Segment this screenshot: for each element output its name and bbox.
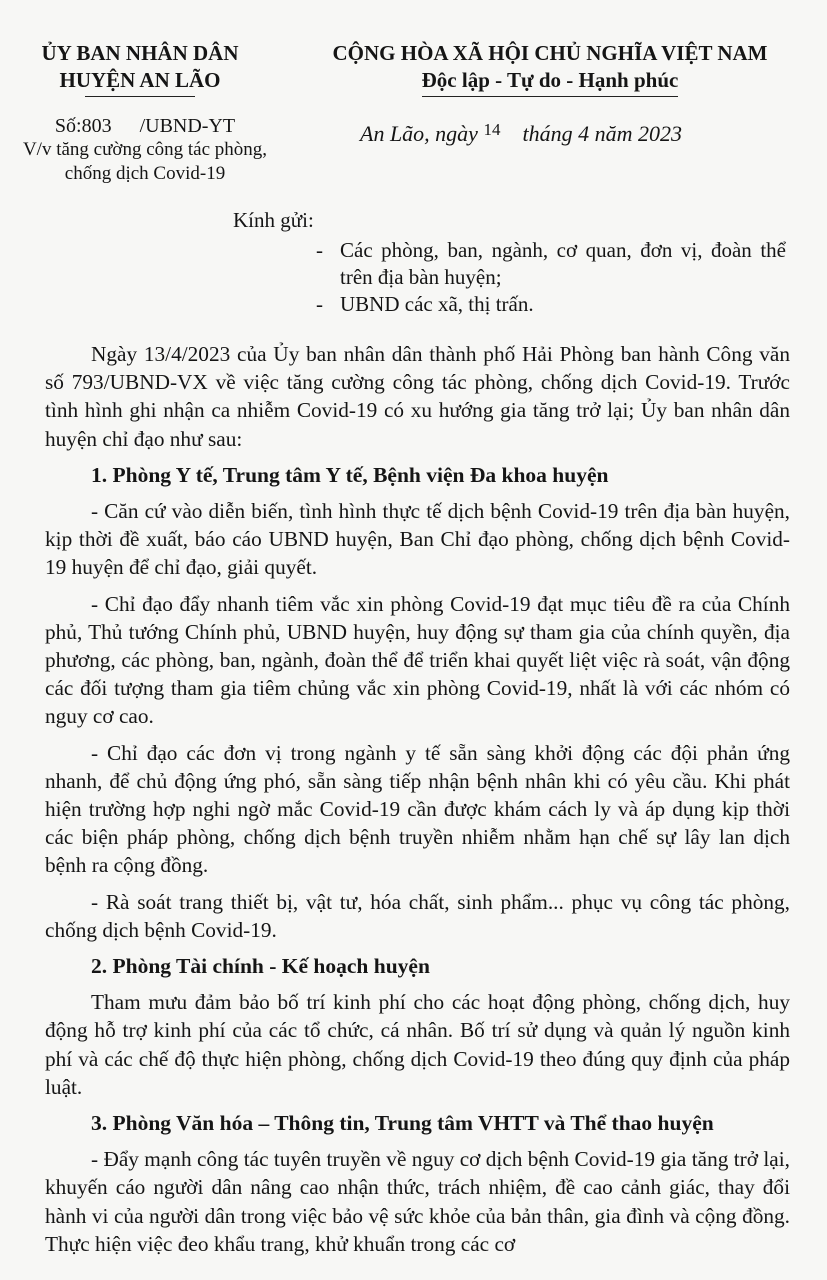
recipient-item: - UBND các xã, thị trấn.	[316, 292, 534, 316]
document-body	[45, 340, 790, 1266]
section-2-heading: 2. Phòng Tài chính - Kế hoạch huyện	[91, 954, 430, 979]
agency-line-2: HUYỆN AN LÃO	[59, 68, 221, 92]
subject-line-1: V/v tăng cường công tác phòng,	[22, 139, 268, 160]
agency-line-1: ỦY BAN NHÂN DÂN	[41, 41, 239, 65]
document-number-line	[0, 114, 290, 138]
section-2-paragraph: Tham mưu đảm bảo bố trí kinh phí cho các hoạt động phòng, chống dịch, huy động hỗ trợ kinh phí của các tổ chức, cá nhân. Bố trí sử dụng và quản lý nguồn kinh phí và các chế độ thực hiện phòng, chống dịch Covid-19 theo đúng quy định của pháp luật.	[45, 990, 790, 1099]
recipient-item: - Các phòng, ban, ngành, cơ quan, đơn vị, đoàn thể trên địa bàn huyện;	[316, 238, 786, 289]
national-title	[290, 40, 810, 97]
recipients-list	[316, 237, 786, 318]
date-rest: tháng 4 năm 2023	[522, 121, 682, 146]
doc-number: 803	[81, 115, 112, 137]
nation-line-1: CỘNG HÒA XÃ HỘI CHỦ NGHĨA VIỆT NAM	[332, 41, 768, 65]
intro-paragraph: Ngày 13/4/2023 của Ủy ban nhân dân thành phố Hải Phòng ban hành Công văn số 793/UBND-VX về việc tăng cường công tác phòng, chống dịch Covid-19. Trước tình hình ghi nhận ca nhiễm Covid-19 có xu hướng gia tăng trở lại; Ủy ban nhân dân huyện chỉ đạo như sau:	[45, 342, 790, 451]
doc-number-prefix: Số:	[54, 115, 82, 137]
section-1-heading: 1. Phòng Y tế, Trung tâm Y tế, Bệnh viện Đa khoa huyện	[91, 462, 609, 487]
recipients-label: Kính gửi:	[233, 208, 314, 232]
national-motto: Độc lập - Tự do - Hạnh phúc	[422, 67, 679, 97]
section-1-paragraph: - Rà soát trang thiết bị, vật tư, hóa chất, sinh phẩm... phục vụ công tác phòng, chống dịch bệnh Covid-19.	[45, 889, 790, 942]
recipient-text: Các phòng, ban, ngành, cơ quan, đơn vị, đoàn thể trên địa bàn huyện;	[340, 238, 786, 289]
section-3-heading: 3. Phòng Văn hóa – Thông tin, Trung tâm VHTT và Thể thao huyện	[91, 1111, 714, 1136]
subject-line-2: chống dịch Covid-19	[64, 163, 226, 184]
section-1-paragraph: - Căn cứ vào diễn biến, tình hình thực tế dịch bệnh Covid-19 trên địa bàn huyện, kịp thời đề xuất, báo cáo UBND huyện, Ban Chỉ đạo phòng, chống dịch bệnh Covid-19 huyện để chỉ đạo, giải quyết.	[45, 499, 790, 580]
date-day: 14	[483, 120, 501, 139]
recipient-text: UBND các xã, thị trấn.	[340, 292, 534, 316]
document-reference	[0, 114, 290, 186]
section-1-paragraph: - Chỉ đạo đẩy nhanh tiêm vắc xin phòng Covid-19 đạt mục tiêu đề ra của Chính phủ, Thủ tướng Chính phủ, UBND huyện, huy động sự tham gia của chính quyền, địa phương, các phòng, ban, ngành, đoàn thể để triển khai quyết liệt việc rà soát, vận động các đối tượng tham gia tiêm chủng vắc xin phòng Covid-19, nhất là với các nhóm có nguy cơ cao.	[45, 591, 790, 729]
issue-date	[360, 120, 682, 147]
agency-underline	[85, 96, 195, 97]
section-1-paragraph: - Chỉ đạo các đơn vị trong ngành y tế sẵn sàng khởi động các đội phản ứng nhanh, để chủ động ứng phó, sẵn sàng tiếp nhận bệnh nhân khi có yêu cầu. Khi phát hiện trường hợp nghi ngờ mắc Covid-19 cần được khám cách ly và áp dụng kịp thời các biện pháp phòng, chống dịch bệnh truyền nhiễm nhằm hạn chế sự lây lan dịch bệnh ra cộng đồng.	[45, 740, 790, 878]
date-place: An Lão, ngày	[360, 121, 478, 146]
section-3-paragraph: - Đẩy mạnh công tác tuyên truyền về nguy cơ dịch bệnh Covid-19 gia tăng trở lại, khuyến cáo người dân nâng cao nhận thức, trách nhiệm, đề cao cảnh giác, thay đổi hành vi của người dân trong việc bảo vệ sức khỏe của bản thân, gia đình và cộng đồng. Thực hiện việc đeo khẩu trang, khử khuẩn trong các cơ	[45, 1147, 790, 1256]
doc-number-suffix: /UBND-YT	[139, 115, 236, 137]
issuing-agency	[20, 40, 260, 97]
